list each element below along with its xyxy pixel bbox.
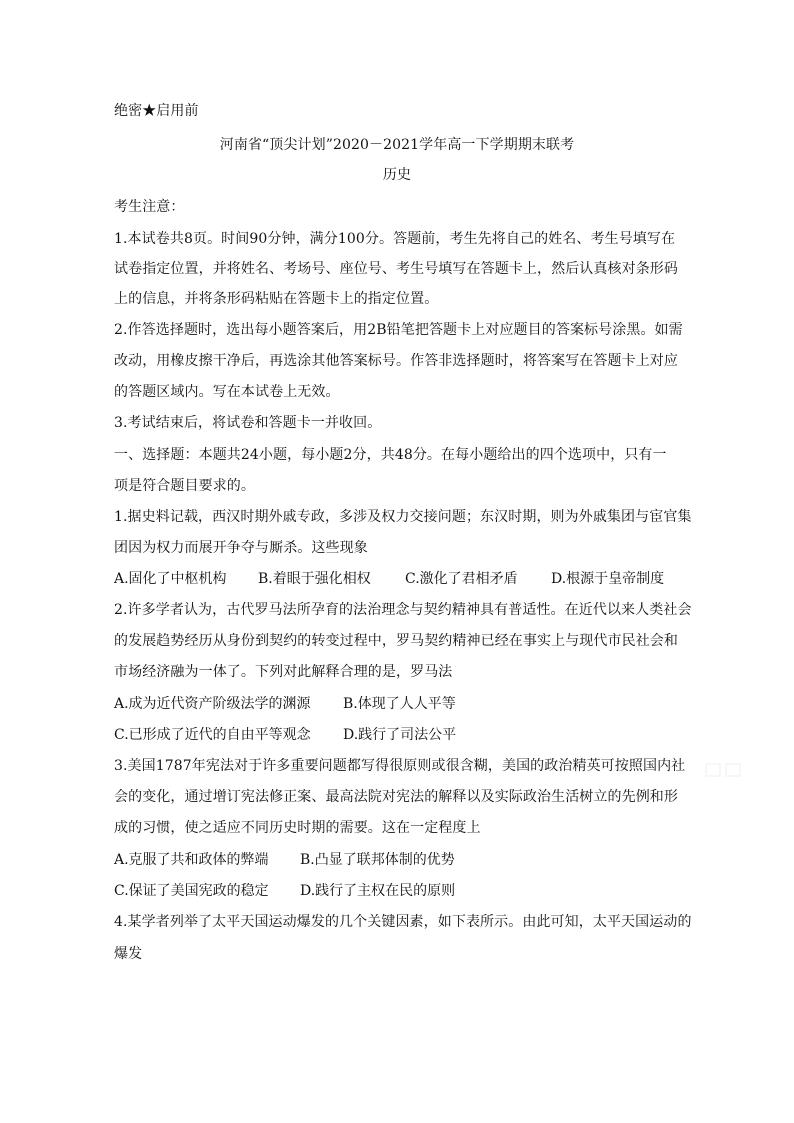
notes-line: 试卷指定位置，并将姓名、考场号、座位号、考生号填写在答题卡上，然后认真核对条形码 — [114, 261, 678, 277]
question-2-text: 市场经济融为一体了。下列对此解释合理的是，罗马法 — [114, 664, 453, 680]
question-3-text: 会的变化，通过增订宪法修正案、最高法院对宪法的解释以及实际政治生活树立的先例和形 — [114, 789, 678, 805]
q2-option-c: C.已形成了近代的自由平等观念 — [114, 727, 311, 743]
notes-line: 3.考试结束后，将试卷和答题卡一并收回。 — [114, 415, 382, 431]
notes-line: 上的信息，并将条形码粘贴在答题卡上的指定位置。 — [114, 291, 439, 307]
question-4-text: 爆发 — [114, 946, 143, 962]
watermark-mark — [704, 760, 764, 784]
q3-option-d: D.践行了主权在民的原则 — [300, 883, 456, 899]
q2-option-d: D.践行了司法公平 — [343, 727, 457, 743]
notes-line: 2.作答选择题时，选出每小题答案后，用2B铅笔把答题卡上对应题目的答案标号涂黑。如需 — [114, 322, 683, 338]
section-instruction: 项是符合题目要求的。 — [114, 478, 255, 494]
section-instruction: 一、选择题：本题共24小题，每小题2分，共48分。在每小题给出的四个选项中，只有一 — [114, 447, 667, 463]
question-1-text: 团因为权力而展开争夺与厮杀。这些现象 — [114, 540, 368, 556]
q1-option-c: C.激化了君相矛盾 — [405, 571, 518, 587]
q1-option-a: A.固化了中枢机构 — [114, 571, 227, 587]
q1-option-b: B.着眼于强化相权 — [258, 571, 371, 587]
exam-title: 河南省“顶尖计划”2020－2021学年高一下学期期末联考 — [219, 137, 575, 153]
notes-line: 1.本试卷共8页。时间90分钟，满分100分。答题前，考生先将自己的姓名、考生号填写在 — [114, 231, 676, 247]
q1-option-d: D.根源于皇帝制度 — [551, 571, 665, 587]
subject-title: 历史 — [382, 167, 412, 183]
secret-label: 绝密★启用前 — [114, 103, 199, 119]
question-2-text: 2.许多学者认为，古代罗马法所孕育的法治理念与契约精神具有普适性。在近代以来人类社会 — [114, 602, 692, 618]
question-3-text: 成的习惯，使之适应不同历史时期的需要。这在一定程度上 — [114, 820, 481, 836]
question-2-text: 的发展趋势经历从身份到契约的转变过程中，罗马契约精神已经在事实上与现代市民社会和 — [114, 633, 678, 649]
q3-option-b: B.凸显了联邦体制的优势 — [300, 852, 455, 868]
notes-line: 的答题区域内。写在本试卷上无效。 — [114, 384, 340, 400]
notes-heading: 考生注意： — [114, 199, 185, 215]
question-4-text: 4.某学者列举了太平天国运动爆发的几个关键因素，如下表所示。由此可知，太平天国运动的 — [114, 914, 692, 930]
question-3-text: 3.美国1787年宪法对于许多重要问题都写得很原则或很含糊，美国的政治精英可按照国内社 — [114, 758, 686, 774]
q3-option-a: A.克服了共和政体的弊端 — [114, 852, 269, 868]
q2-option-b: B.体现了人人平等 — [343, 696, 456, 712]
question-1-text: 1.据史料记载，西汉时期外戚专政，多涉及权力交接问题；东汉时期，则为外戚集团与宦官集 — [114, 509, 692, 525]
q2-option-a: A.成为近代资产阶级法学的渊源 — [114, 696, 311, 712]
notes-line: 改动，用橡皮擦干净后，再选涂其他答案标号。作答非选择题时，将答案写在答题卡上对应 — [114, 353, 678, 369]
q3-option-c: C.保证了美国宪政的稳定 — [114, 883, 269, 899]
